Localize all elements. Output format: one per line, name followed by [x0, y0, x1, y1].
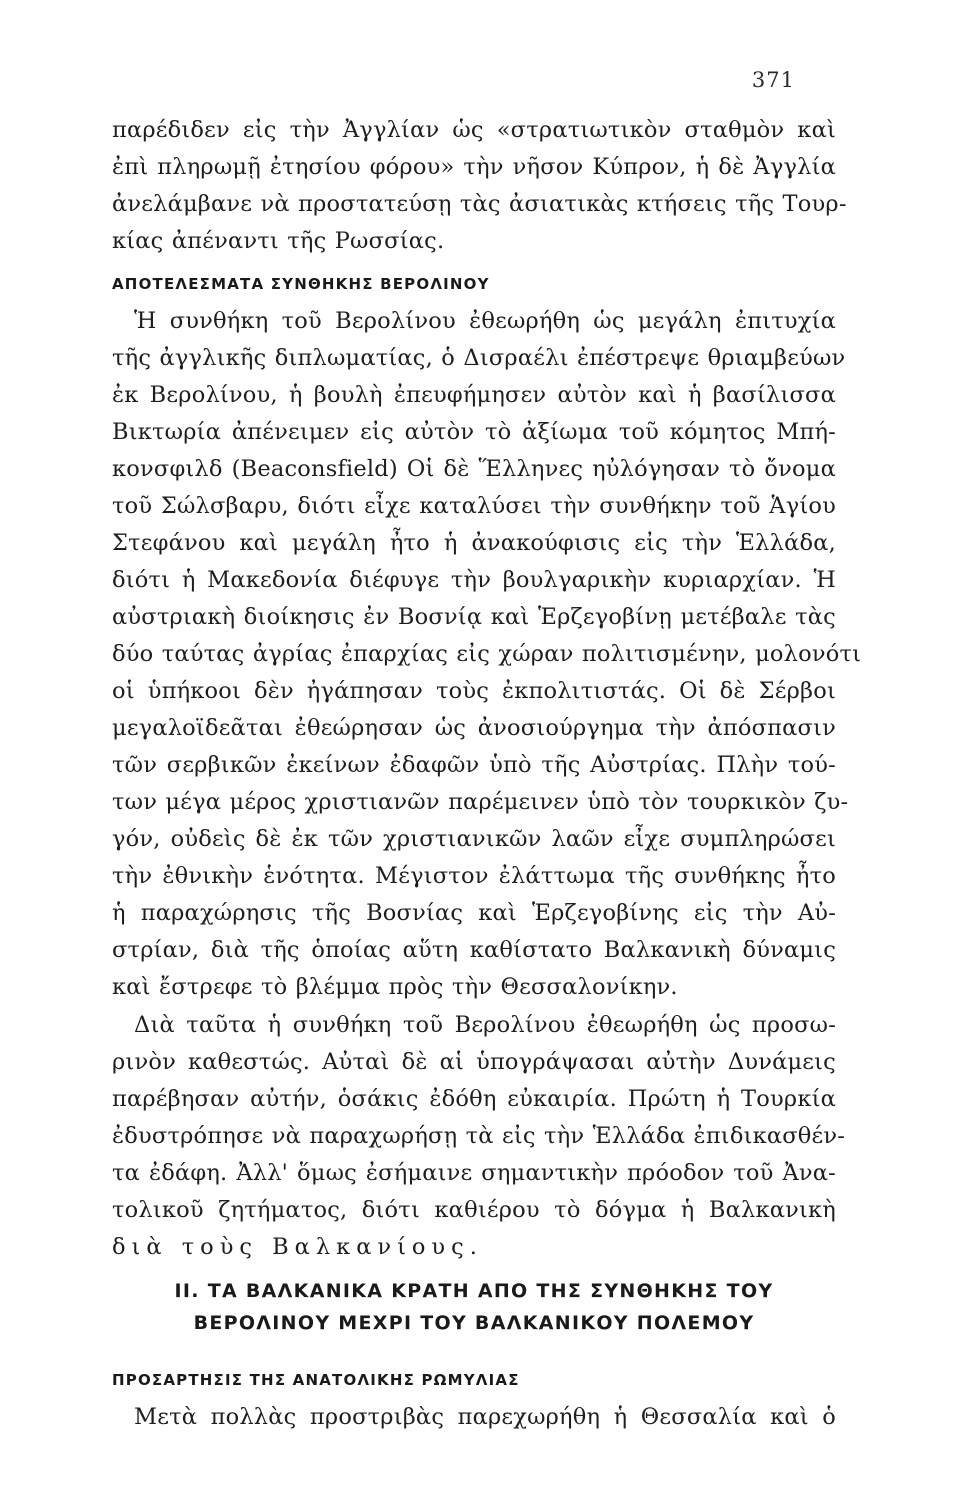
- paragraph-treaty-results: [112, 303, 862, 1006]
- text-line: τὴν ἐθνικὴν ἑνότητα. Μέγιστον ἐλάττωμα τῆς συνθήκης ἦτο: [112, 863, 836, 889]
- text-line: διὰ τοὺς Βαλκανίους.: [112, 1234, 483, 1260]
- chapter-heading-line: ΙΙ. ΤΑ ΒΑΛΚΑΝΙΚΑ ΚΡΑΤΗ ΑΠΟ ΤΗΣ ΣΥΝΘΗΚΗΣ ΤΟΥ: [174, 1280, 774, 1302]
- text-line: παρέδιδεν εἰς τὴν Ἀγγλίαν ὡς «στρατιωτικὸν σταθμὸν καὶ: [112, 117, 836, 143]
- text-line: Ἡ συνθήκη τοῦ Βερολίνου ἐθεωρήθη ὡς μεγάλη ἐπιτυχία: [134, 308, 836, 334]
- text-line: Στεφάνου καὶ μεγάλη ἦτο ἡ ἀνακούφισις εἰς τὴν Ἑλλάδα,: [112, 530, 836, 556]
- text-line: ἐκ Βερολίνου, ἡ βουλὴ ἐπευφήμησεν αὐτὸν καὶ ἡ βασίλισσα: [112, 382, 836, 408]
- text-line: ἡ παραχώρησις τῆς Βοσνίας καὶ Ἑρζεγοβίνης εἰς τὴν Αὐ-: [112, 900, 836, 926]
- text-line: κίας ἀπέναντι τῆς Ρωσσίας.: [112, 228, 445, 254]
- paragraph-annexation: [112, 1399, 836, 1436]
- text-line: στρίαν, διὰ τῆς ὁποίας αὕτη καθίστατο Βαλκανικὴ δύναμις: [112, 937, 836, 963]
- text-line: ἐδυστρόπησε νὰ παραχωρήσῃ τὰ εἰς τὴν Ἑλλάδα ἐπιδικασθέν-: [112, 1123, 846, 1149]
- section-heading-annexation: ΠΡΟΣΑΡΤΗΣΙΣ ΤΗΣ ΑΝΑΤΟΛΙΚΗΣ ΡΩΜΥΛΙΑΣ: [112, 1371, 520, 1389]
- text-line: καὶ ἔστρεφε τὸ βλέμμα πρὸς τὴν Θεσσαλονίκην.: [112, 974, 678, 1000]
- text-line: κονσφιλδ (Beaconsfield) Οἱ δὲ Ἕλληνες ηὐλόγησαν τὸ ὄνομα: [112, 456, 836, 482]
- text-line: τοῦ Σώλσβαρυ, διότι εἶχε καταλύσει τὴν συνθήκην τοῦ Ἁγίου: [112, 493, 836, 519]
- text-line: γόν, οὐδεὶς δὲ ἐκ τῶν χριστιανικῶν λαῶν εἶχε συμπληρώσει: [112, 826, 836, 852]
- text-line: αὐστριακὴ διοίκησις ἐν Βοσνίᾳ καὶ Ἑρζεγοβίνῃ μετέβαλε τὰς: [112, 604, 836, 630]
- text-line: των μέγα μέρος χριστιανῶν παρέμεινεν ὑπὸ τὸν τουρκικὸν ζυ-: [112, 789, 849, 815]
- text-line: μεγαλοϊδεᾶται ἐθεώρησαν ὡς ἀνοσιούργημα τὴν ἀπόσπασιν: [112, 715, 836, 741]
- page-number: 371: [751, 68, 795, 92]
- text-line: Βικτωρία ἀπένειμεν εἰς αὐτὸν τὸ ἀξίωμα τοῦ κόμητος Μπή-: [112, 419, 836, 445]
- text-line: τολικοῦ ζητήματος, διότι καθιέρου τὸ δόγμα ἡ Βαλκανικὴ: [112, 1197, 836, 1223]
- chapter-heading-line: ΒΕΡΟΛΙΝΟΥ ΜΕΧΡΙ ΤΟΥ ΒΑΛΚΑΝΙΚΟΥ ΠΟΛΕΜΟΥ: [193, 1312, 755, 1334]
- text-line: παρέβησαν αὐτήν, ὁσάκις ἐδόθη εὐκαιρία. Πρώτη ἡ Τουρκία: [112, 1086, 836, 1112]
- text-line: Μετὰ πολλὰς προστριβὰς παρεχωρήθη ἡ Θεσσαλία καὶ ὁ: [134, 1404, 836, 1430]
- text-line: οἱ ὑπήκοοι δὲν ἠγάπησαν τοὺς ἐκπολιτιστάς. Οἱ δὲ Σέρβοι: [112, 678, 836, 704]
- text-line: τῆς ἀγγλικῆς διπλωματίας, ὁ Δισραέλι ἐπέστρεψε θριαμβεύων: [112, 345, 846, 371]
- text-line: ἐπὶ πληρωμῇ ἐτησίου φόρου» τὴν νῆσον Κύπρον, ἡ δὲ Ἀγγλία: [112, 154, 836, 180]
- text-line: Διὰ ταῦτα ἡ συνθήκη τοῦ Βερολίνου ἐθεωρήθη ὡς προσω-: [134, 1012, 836, 1038]
- text-line: διότι ἡ Μακεδονία διέφυγε τὴν βουλγαρικὴν κυριαρχίαν. Ἡ: [112, 567, 836, 593]
- paragraph-provisional-status: [112, 1007, 846, 1266]
- paragraph-continuation: [112, 112, 847, 260]
- chapter-heading: [112, 1275, 836, 1339]
- text-line: ρινὸν καθεστώς. Αὐταὶ δὲ αἱ ὑπογράψασαι αὐτὴν Δυνάμεις: [112, 1049, 836, 1075]
- text-line: δύο ταύτας ἀγρίας ἐπαρχίας εἰς χώραν πολιτισμένην, μολονότι: [112, 641, 862, 667]
- text-line: τῶν σερβικῶν ἐκείνων ἐδαφῶν ὑπὸ τῆς Αὐστρίας. Πλὴν τού-: [112, 752, 836, 778]
- section-heading-results: ΑΠΟΤΕΛΕΣΜΑΤΑ ΣΥΝΘΗΚΗΣ ΒΕΡΟΛΙΝΟΥ: [112, 275, 490, 293]
- text-line: τα ἐδάφη. Ἀλλ' ὅμως ἐσήμαινε σημαντικὴν πρόοδον τοῦ Ἀνα-: [112, 1160, 836, 1186]
- text-line: ἀνελάμβανε νὰ προστατεύσῃ τὰς ἀσιατικὰς κτήσεις τῆς Τουρ-: [112, 191, 847, 217]
